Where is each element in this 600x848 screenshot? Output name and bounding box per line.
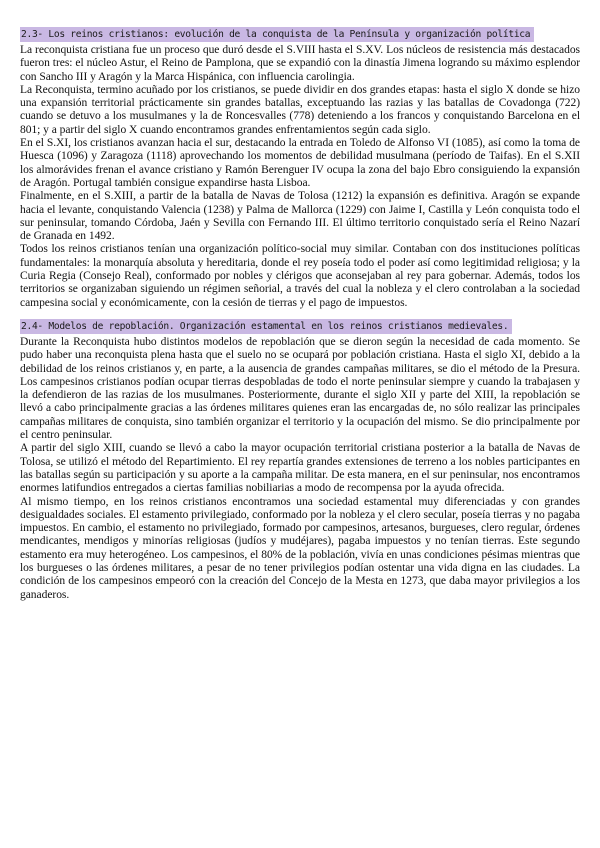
paragraph: A partir del siglo XIII, cuando se llevó a cabo la mayor ocupación territorial cristiana posterior a la batalla de Navas de Tolosa, se utilizó el método del Repartimiento. El rey repartía grandes extensiones de terreno a los nobles participantes en las batallas según su participación y su aporte a la campaña militar. De esta manera, en el sur peninsular, nos encontramos enormes latifundios entregados a ciertas familias nobiliarias a modo de recompensa por la ayuda ofrecida. bbox=[20, 442, 580, 495]
paragraph: La Reconquista, termino acuñado por los cristianos, se puede dividir en dos grandes etapas: hasta el siglo X donde se hizo una expansión territorial prácticamente sin grandes batallas, exceptuando las razias y las batallas de Covadonga (722) cuando se detuvo a los musulmanes y la de Roncesvalles (778) deteniendo a los francos y conquistando Barcelona en el 801; y a partir del siglo X cuando encontramos grandes enfrentamientos según cada siglo. bbox=[20, 83, 580, 136]
section-heading: 2.4- Modelos de repoblación. Organización estamental en los reinos cristianos medievales. bbox=[20, 319, 512, 334]
paragraph: Finalmente, en el S.XIII, a partir de la batalla de Navas de Tolosa (1212) la expansión es definitiva. Aragón se expande hacia el levante, conquistando Valencia (1238) y Palma de Mallorca (1229) con Jaime I, Castilla y León conquista todo el sur peninsular, tomando Córdoba, Jaén y Sevilla con Fernando III. El último territorio conquistado sería el Reino Nazarí de Granada en 1492. bbox=[20, 190, 580, 243]
section-reinos-cristianos bbox=[20, 24, 580, 310]
section-modelos-repoblacion bbox=[20, 316, 580, 602]
paragraph: Todos los reinos cristianos tenían una organización político-social muy similar. Contaban con dos instituciones políticas fundamentales: la monarquía absoluta y hereditaria, donde el rey poseía todo el poder así como legitimidad religiosa; y la Curia Regia (Consejo Real), conformado por nobles y clérigos que aconsejaban al rey para gobernar. Además, todos los territorios se organizaban siguiendo un régimen señorial, a través del cual la nobleza y el clero controlaban a la sociedad campesina social y económicamente, con la cesión de tierras y el pago de impuestos. bbox=[20, 243, 580, 309]
paragraph: Durante la Reconquista hubo distintos modelos de repoblación que se dieron según la necesidad de cada momento. Se pudo haber una reconquista plena hasta que el suelo no se ocupará por población cristiana. Hasta el siglo XI, debido a la debilidad de los reinos cristianos y, en parte, a la ausencia de grandes campañas militares, se dio el método de la Presura. Los campesinos cristianos podían ocupar tierras despobladas de todo el norte peninsular siempre y cuando la trabajasen y la defendieron de las razias de los musulmanes. Posteriormente, durante el siglo XII y parte del XIII, la repoblación se llevó a cabo principalmente gracias a las órdenes militares quienes eran las encargadas de, no sólo realizar las principales campañas militares de conquista, sino también organizar el territorio y la ocupación del mismo. Se dio principalmente por el centro peninsular. bbox=[20, 335, 580, 442]
document-page bbox=[20, 24, 580, 602]
paragraph: Al mismo tiempo, en los reinos cristianos encontramos una sociedad estamental muy diferenciadas y con grandes desigualdades sociales. El estamento privilegiado, conformado por la nobleza y el clero secular, poseía tierras y no pagaba impuestos. En cambio, el estamento no privilegiado, formado por campesinos, artesanos, burgueses, clero regular, órdenes mendicantes, mendigos y minorías religiosas (judíos y mudéjares), pagaba impuestos y no tenían tierras. Este segundo estamento era muy heterogéneo. Los campesinos, el 80% de la población, vivía en unas condiciones pésimas mientras que los burgueses o las órdenes militares, a pesar de no tener privilegios podían ostentar una vida digna en las ciudades. La condición de los campesinos empeoró con la creación del Concejo de la Mesta en 1273, que daba mayor privilegios a los ganaderos. bbox=[20, 495, 580, 601]
paragraph: La reconquista cristiana fue un proceso que duró desde el S.VIII hasta el S.XV. Los núcleos de resistencia más destacados fueron tres: el núcleo Astur, el Reino de Pamplona, que se expandió con la dinastía Jimena logrando su máximo esplendor con Sancho III y Aragón y la Marca Hispánica, con influencia carolingia. bbox=[20, 44, 580, 83]
section-heading: 2.3- Los reinos cristianos: evolución de la conquista de la Península y organización política bbox=[20, 27, 534, 42]
paragraph: En el S.XI, los cristianos avanzan hacia el sur, destacando la entrada en Toledo de Alfonso VI (1085), así como la toma de Huesca (1096) y Zaragoza (1118) aprovechando los momentos de debilidad musulmana (período de Taifas). En el S.XII los almorávides frenan el avance cristiano y Ramón Berenguer IV ocupa la zona del bajo Ebro consiguiendo la expansión de Aragón. Portugal también consigue expandirse hasta Lisboa. bbox=[20, 137, 580, 189]
